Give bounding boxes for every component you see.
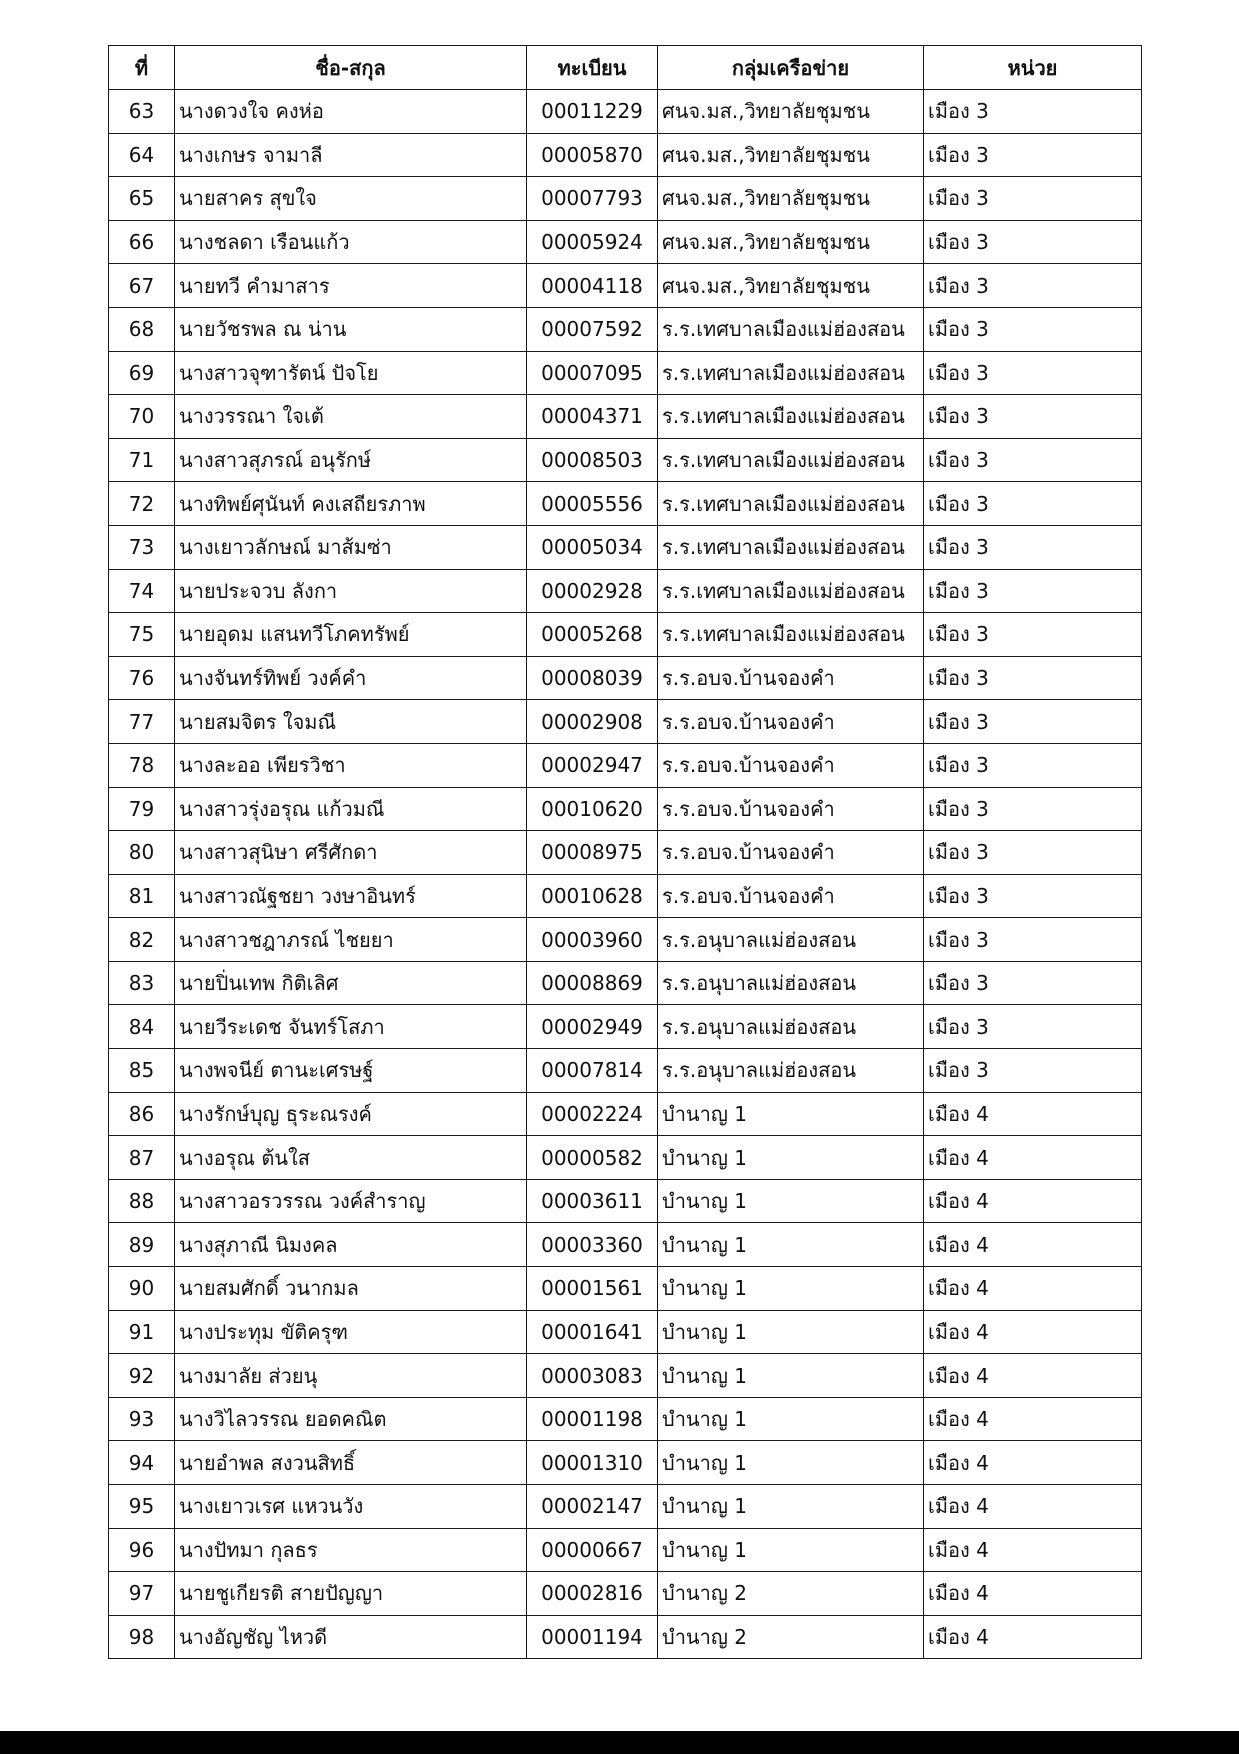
cell-no: 69: [109, 351, 175, 395]
cell-registration: 00001194: [527, 1615, 658, 1659]
cell-name: นางสาวจุฑารัตน์ ปัจโย: [175, 351, 527, 395]
cell-no: 98: [109, 1615, 175, 1659]
cell-name: นางรักษ์บุญ ธุระณรงค์: [175, 1092, 527, 1136]
cell-registration: 00008039: [527, 656, 658, 700]
cell-name: นางอัญชัญ ไหวดี: [175, 1615, 527, 1659]
cell-registration: 00001310: [527, 1441, 658, 1485]
cell-name: นางพจนีย์ ตานะเศรษฐ์: [175, 1049, 527, 1093]
cell-no: 89: [109, 1223, 175, 1267]
cell-no: 96: [109, 1528, 175, 1572]
cell-network-group: ร.ร.อบจ.บ้านจองคำ: [658, 874, 924, 918]
cell-registration: 00005034: [527, 525, 658, 569]
cell-no: 85: [109, 1049, 175, 1093]
cell-network-group: บำนาญ 2: [658, 1615, 924, 1659]
cell-name: นางปัทมา กุลธร: [175, 1528, 527, 1572]
cell-network-group: ร.ร.อนุบาลแม่ฮ่องสอน: [658, 1049, 924, 1093]
cell-registration: 00001641: [527, 1310, 658, 1354]
cell-name: นายทวี คำมาสาร: [175, 264, 527, 308]
cell-no: 93: [109, 1397, 175, 1441]
cell-network-group: ศนจ.มส.,วิทยาลัยชุมชน: [658, 133, 924, 177]
cell-network-group: ร.ร.เทศบาลเมืองแม่ฮ่องสอน: [658, 307, 924, 351]
cell-no: 78: [109, 743, 175, 787]
table-row: [109, 90, 1142, 134]
table-row: [109, 1310, 1142, 1354]
cell-registration: 00005924: [527, 220, 658, 264]
cell-unit: เมือง 4: [924, 1572, 1142, 1616]
cell-unit: เมือง 4: [924, 1441, 1142, 1485]
cell-no: 87: [109, 1136, 175, 1180]
cell-no: 65: [109, 177, 175, 221]
cell-no: 91: [109, 1310, 175, 1354]
cell-registration: 00005268: [527, 613, 658, 657]
cell-network-group: บำนาญ 1: [658, 1310, 924, 1354]
cell-name: นางมาลัย ส่วยนุ: [175, 1354, 527, 1398]
cell-network-group: ร.ร.อนุบาลแม่ฮ่องสอน: [658, 961, 924, 1005]
cell-no: 83: [109, 961, 175, 1005]
cell-network-group: บำนาญ 1: [658, 1397, 924, 1441]
table-row: [109, 1179, 1142, 1223]
cell-name: นางดวงใจ คงห่อ: [175, 90, 527, 134]
cell-registration: 00002928: [527, 569, 658, 613]
cell-network-group: บำนาญ 1: [658, 1267, 924, 1311]
cell-name: นายปิ่นเทพ กิติเลิศ: [175, 961, 527, 1005]
cell-no: 71: [109, 438, 175, 482]
table-row: [109, 482, 1142, 526]
table-row: [109, 1528, 1142, 1572]
cell-unit: เมือง 4: [924, 1615, 1142, 1659]
cell-network-group: ร.ร.เทศบาลเมืองแม่ฮ่องสอน: [658, 351, 924, 395]
cell-no: 63: [109, 90, 175, 134]
table-row: [109, 395, 1142, 439]
cell-registration: 00004371: [527, 395, 658, 439]
cell-network-group: ร.ร.เทศบาลเมืองแม่ฮ่องสอน: [658, 569, 924, 613]
cell-name: นางสาวอรวรรณ วงค์สำราญ: [175, 1179, 527, 1223]
cell-no: 64: [109, 133, 175, 177]
cell-network-group: ศนจ.มส.,วิทยาลัยชุมชน: [658, 90, 924, 134]
cell-name: นางอรุณ ต้นใส: [175, 1136, 527, 1180]
cell-registration: 00008869: [527, 961, 658, 1005]
table-row: [109, 1223, 1142, 1267]
table-row: [109, 264, 1142, 308]
cell-unit: เมือง 3: [924, 874, 1142, 918]
cell-registration: 00004118: [527, 264, 658, 308]
table-row: [109, 1572, 1142, 1616]
cell-unit: เมือง 3: [924, 700, 1142, 744]
cell-no: 82: [109, 918, 175, 962]
table-row: [109, 220, 1142, 264]
cell-no: 90: [109, 1267, 175, 1311]
cell-registration: 00003960: [527, 918, 658, 962]
cell-unit: เมือง 4: [924, 1179, 1142, 1223]
cell-name: นางสาวสุภรณ์ อนุรักษ์: [175, 438, 527, 482]
cell-registration: 00002908: [527, 700, 658, 744]
cell-unit: เมือง 3: [924, 569, 1142, 613]
cell-name: นางทิพย์ศุนันท์ คงเสถียรภาพ: [175, 482, 527, 526]
cell-no: 97: [109, 1572, 175, 1616]
table-row: [109, 351, 1142, 395]
cell-network-group: บำนาญ 1: [658, 1528, 924, 1572]
cell-unit: เมือง 3: [924, 90, 1142, 134]
cell-no: 75: [109, 613, 175, 657]
cell-name: นายอุดม แสนทวีโภคทรัพย์: [175, 613, 527, 657]
table-row: [109, 307, 1142, 351]
cell-registration: 00003360: [527, 1223, 658, 1267]
table-row: [109, 961, 1142, 1005]
cell-unit: เมือง 3: [924, 395, 1142, 439]
cell-registration: 00000667: [527, 1528, 658, 1572]
cell-unit: เมือง 4: [924, 1485, 1142, 1529]
cell-network-group: บำนาญ 1: [658, 1354, 924, 1398]
cell-no: 94: [109, 1441, 175, 1485]
cell-registration: 00002947: [527, 743, 658, 787]
cell-name: นางวรรณา ใจเต้: [175, 395, 527, 439]
cell-network-group: ร.ร.อบจ.บ้านจองคำ: [658, 743, 924, 787]
cell-unit: เมือง 4: [924, 1397, 1142, 1441]
table-row: [109, 874, 1142, 918]
table-row: [109, 1615, 1142, 1659]
cell-unit: เมือง 3: [924, 787, 1142, 831]
cell-no: 70: [109, 395, 175, 439]
cell-unit: เมือง 3: [924, 918, 1142, 962]
cell-unit: เมือง 3: [924, 1049, 1142, 1093]
cell-network-group: ร.ร.เทศบาลเมืองแม่ฮ่องสอน: [658, 482, 924, 526]
table-row: [109, 1267, 1142, 1311]
cell-registration: 00003083: [527, 1354, 658, 1398]
cell-network-group: ศนจ.มส.,วิทยาลัยชุมชน: [658, 177, 924, 221]
cell-no: 84: [109, 1005, 175, 1049]
cell-registration: 00007793: [527, 177, 658, 221]
cell-no: 66: [109, 220, 175, 264]
cell-unit: เมือง 3: [924, 613, 1142, 657]
cell-name: นายประจวบ ลังกา: [175, 569, 527, 613]
cell-network-group: ศนจ.มส.,วิทยาลัยชุมชน: [658, 220, 924, 264]
cell-registration: 00002816: [527, 1572, 658, 1616]
table-row: [109, 1397, 1142, 1441]
cell-network-group: ร.ร.เทศบาลเมืองแม่ฮ่องสอน: [658, 613, 924, 657]
header-registration: ทะเบียน: [527, 46, 658, 90]
cell-name: นางสาวสุนิษา ศรีศักดา: [175, 831, 527, 875]
header-no: ที่: [109, 46, 175, 90]
cell-name: นางสาวณัฐชยา วงษาอินทร์: [175, 874, 527, 918]
scan-bottom-border: [0, 1731, 1239, 1754]
cell-no: 76: [109, 656, 175, 700]
table-header-row: [109, 46, 1142, 90]
cell-unit: เมือง 3: [924, 307, 1142, 351]
header-name: ชื่อ-สกุล: [175, 46, 527, 90]
cell-no: 68: [109, 307, 175, 351]
table-row: [109, 743, 1142, 787]
cell-network-group: ร.ร.อบจ.บ้านจองคำ: [658, 831, 924, 875]
cell-network-group: ร.ร.อบจ.บ้านจองคำ: [658, 656, 924, 700]
cell-registration: 00002949: [527, 1005, 658, 1049]
cell-no: 88: [109, 1179, 175, 1223]
cell-name: นางประทุม ขัติครุฑ: [175, 1310, 527, 1354]
cell-unit: เมือง 3: [924, 831, 1142, 875]
cell-unit: เมือง 4: [924, 1223, 1142, 1267]
table-row: [109, 1136, 1142, 1180]
table-body: [109, 90, 1142, 1659]
cell-no: 80: [109, 831, 175, 875]
cell-registration: 00007592: [527, 307, 658, 351]
table-row: [109, 438, 1142, 482]
cell-no: 72: [109, 482, 175, 526]
cell-registration: 00005870: [527, 133, 658, 177]
cell-network-group: ร.ร.เทศบาลเมืองแม่ฮ่องสอน: [658, 395, 924, 439]
table-row: [109, 787, 1142, 831]
table-row: [109, 613, 1142, 657]
cell-unit: เมือง 3: [924, 743, 1142, 787]
cell-name: นายวีระเดช จันทร์โสภา: [175, 1005, 527, 1049]
cell-no: 86: [109, 1092, 175, 1136]
cell-name: นายชูเกียรติ สายปัญญา: [175, 1572, 527, 1616]
cell-unit: เมือง 4: [924, 1310, 1142, 1354]
cell-registration: 00001198: [527, 1397, 658, 1441]
cell-network-group: ร.ร.อนุบาลแม่ฮ่องสอน: [658, 1005, 924, 1049]
cell-no: 81: [109, 874, 175, 918]
cell-network-group: บำนาญ 1: [658, 1092, 924, 1136]
cell-name: นายสาคร สุขใจ: [175, 177, 527, 221]
cell-name: นางสุภาณี นิมงคล: [175, 1223, 527, 1267]
table-row: [109, 1354, 1142, 1398]
cell-registration: 00010620: [527, 787, 658, 831]
cell-registration: 00008975: [527, 831, 658, 875]
cell-network-group: บำนาญ 1: [658, 1179, 924, 1223]
cell-name: นางเยาวลักษณ์ มาส้มซ่า: [175, 525, 527, 569]
header-network-group: กลุ่มเครือข่าย: [658, 46, 924, 90]
cell-network-group: ร.ร.เทศบาลเมืองแม่ฮ่องสอน: [658, 525, 924, 569]
table-row: [109, 177, 1142, 221]
cell-network-group: ร.ร.อนุบาลแม่ฮ่องสอน: [658, 918, 924, 962]
cell-network-group: บำนาญ 1: [658, 1136, 924, 1180]
cell-unit: เมือง 4: [924, 1136, 1142, 1180]
table-row: [109, 918, 1142, 962]
cell-unit: เมือง 3: [924, 133, 1142, 177]
cell-registration: 00005556: [527, 482, 658, 526]
cell-unit: เมือง 4: [924, 1267, 1142, 1311]
cell-unit: เมือง 3: [924, 482, 1142, 526]
table-row: [109, 831, 1142, 875]
cell-name: นายสมจิตร ใจมณี: [175, 700, 527, 744]
header-unit: หน่วย: [924, 46, 1142, 90]
cell-no: 67: [109, 264, 175, 308]
cell-name: นางชลดา เรือนแก้ว: [175, 220, 527, 264]
cell-network-group: บำนาญ 1: [658, 1485, 924, 1529]
cell-unit: เมือง 3: [924, 438, 1142, 482]
cell-unit: เมือง 4: [924, 1354, 1142, 1398]
cell-registration: 00002147: [527, 1485, 658, 1529]
cell-no: 95: [109, 1485, 175, 1529]
cell-network-group: บำนาญ 2: [658, 1572, 924, 1616]
table-row: [109, 525, 1142, 569]
cell-name: นายอำพล สงวนสิทธิ์: [175, 1441, 527, 1485]
cell-registration: 00008503: [527, 438, 658, 482]
table-row: [109, 1049, 1142, 1093]
cell-name: นางจันทร์ทิพย์ วงค์คำ: [175, 656, 527, 700]
cell-no: 74: [109, 569, 175, 613]
cell-name: นางเยาวเรศ แหวนวัง: [175, 1485, 527, 1529]
cell-network-group: ร.ร.อบจ.บ้านจองคำ: [658, 787, 924, 831]
cell-network-group: บำนาญ 1: [658, 1223, 924, 1267]
cell-unit: เมือง 3: [924, 656, 1142, 700]
cell-registration: 00001561: [527, 1267, 658, 1311]
cell-unit: เมือง 3: [924, 525, 1142, 569]
cell-name: นางละออ เพียรวิชา: [175, 743, 527, 787]
cell-name: นางวิไลวรรณ ยอดคณิต: [175, 1397, 527, 1441]
cell-name: นายวัชรพล ณ น่าน: [175, 307, 527, 351]
cell-unit: เมือง 4: [924, 1528, 1142, 1572]
table-row: [109, 1092, 1142, 1136]
table-row: [109, 656, 1142, 700]
cell-unit: เมือง 3: [924, 1005, 1142, 1049]
cell-no: 73: [109, 525, 175, 569]
table-row: [109, 569, 1142, 613]
cell-registration: 00003611: [527, 1179, 658, 1223]
table-row: [109, 1485, 1142, 1529]
cell-name: นางเกษร จามาลี: [175, 133, 527, 177]
table-row: [109, 1441, 1142, 1485]
cell-unit: เมือง 3: [924, 351, 1142, 395]
cell-unit: เมือง 4: [924, 1092, 1142, 1136]
cell-registration: 00011229: [527, 90, 658, 134]
cell-name: นายสมศักดิ์ วนากมล: [175, 1267, 527, 1311]
cell-registration: 00000582: [527, 1136, 658, 1180]
cell-registration: 00010628: [527, 874, 658, 918]
cell-network-group: ศนจ.มส.,วิทยาลัยชุมชน: [658, 264, 924, 308]
cell-network-group: ร.ร.อบจ.บ้านจองคำ: [658, 700, 924, 744]
cell-registration: 00002224: [527, 1092, 658, 1136]
cell-name: นางสาวชฎาภรณ์ ไชยยา: [175, 918, 527, 962]
table-row: [109, 700, 1142, 744]
member-table: [108, 45, 1142, 1659]
cell-unit: เมือง 3: [924, 220, 1142, 264]
cell-name: นางสาวรุ่งอรุณ แก้วมณี: [175, 787, 527, 831]
cell-network-group: บำนาญ 1: [658, 1441, 924, 1485]
cell-registration: 00007095: [527, 351, 658, 395]
table-row: [109, 1005, 1142, 1049]
table-row: [109, 133, 1142, 177]
cell-no: 79: [109, 787, 175, 831]
cell-unit: เมือง 3: [924, 264, 1142, 308]
cell-network-group: ร.ร.เทศบาลเมืองแม่ฮ่องสอน: [658, 438, 924, 482]
cell-registration: 00007814: [527, 1049, 658, 1093]
cell-no: 77: [109, 700, 175, 744]
cell-no: 92: [109, 1354, 175, 1398]
cell-unit: เมือง 3: [924, 177, 1142, 221]
cell-unit: เมือง 3: [924, 961, 1142, 1005]
